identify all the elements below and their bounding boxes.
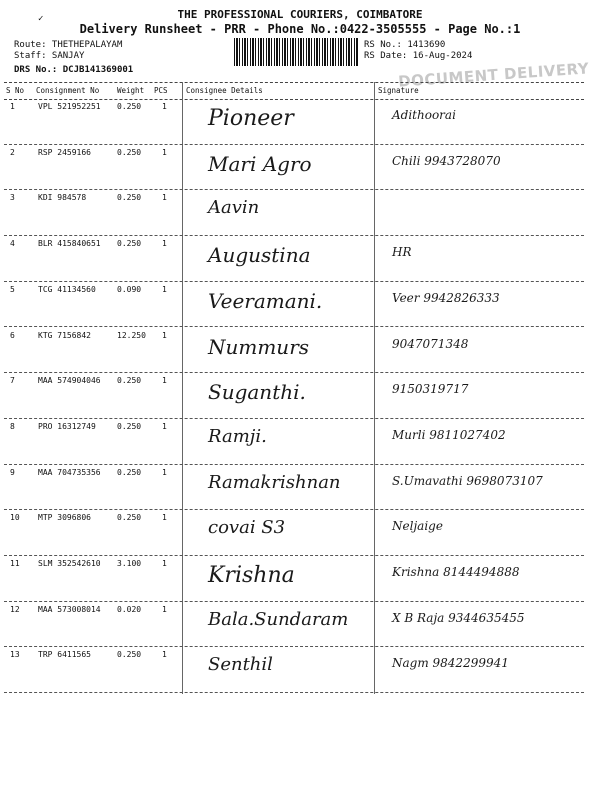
row-consignment-no: SLM 352542610: [38, 559, 101, 568]
row-weight: 0.250: [117, 102, 142, 111]
table-row: [4, 372, 584, 419]
row-weight: 0.250: [117, 376, 142, 386]
row-weight: 3.100: [117, 559, 142, 568]
row-consignee: Veeramani.: [208, 288, 323, 313]
col-sno: S No: [6, 86, 25, 95]
row-consignment-no: KTG 7156842: [38, 330, 91, 340]
rs-date: RS Date: 16-Aug-2024: [364, 51, 473, 61]
row-signature: HR: [392, 245, 412, 260]
row-consignment-no: MAA 574904046: [38, 376, 101, 386]
row-consignee: Krishna: [208, 563, 295, 588]
document-delivery-stamp: DOCUMENT DELIVERY: [397, 59, 590, 91]
company-title: THE PROFESSIONAL COURIERS, COIMBATORE: [177, 8, 423, 21]
row-consignment-no: KDI 984578: [38, 193, 87, 203]
row-pcs: 1: [162, 467, 167, 477]
row-consignee: Mari Agro: [208, 151, 312, 176]
row-consignee: Suganthi.: [208, 380, 306, 405]
tick-icon: ✓: [38, 14, 44, 24]
row-weight: 0.250: [117, 147, 142, 157]
row-consignee: Pioneer: [208, 106, 294, 131]
row-sno: 6: [10, 330, 15, 340]
col-consignee: Consignee Details: [186, 86, 263, 95]
row-sno: 5: [10, 284, 15, 294]
row-sno: 11: [10, 559, 20, 568]
row-sno: 9: [10, 467, 15, 477]
col-consignment: Consignment No: [36, 86, 100, 95]
row-consignee: Augustina: [208, 243, 311, 268]
row-signature: Murli 9811027402: [392, 427, 506, 442]
row-consignment-no: TRP 6411565: [38, 650, 91, 660]
row-signature: 9047071348: [392, 336, 469, 351]
row-consignment-no: BLR 415840651: [38, 239, 101, 249]
row-sno: 10: [10, 513, 20, 523]
route-info: [14, 40, 133, 76]
table-row: [4, 189, 584, 236]
table-row: [4, 327, 584, 374]
row-pcs: 1: [162, 513, 167, 523]
runsheet-title: Delivery Runsheet - PRR - Phone No.:0422-3505555 - Page No.:1: [79, 22, 521, 36]
row-weight: 0.250: [117, 467, 142, 477]
row-pcs: 1: [162, 284, 167, 294]
table-row: [4, 418, 584, 465]
barcode: [234, 38, 358, 66]
row-pcs: 1: [162, 102, 167, 111]
table-row: [4, 646, 584, 693]
col-signature: Signature: [378, 86, 419, 95]
table-row: [4, 235, 584, 282]
row-pcs: 1: [162, 239, 167, 249]
row-weight: 12.250: [117, 330, 146, 340]
row-signature: Chili 9943728070: [392, 153, 501, 168]
row-pcs: 1: [162, 421, 167, 431]
row-sno: 8: [10, 421, 15, 431]
row-sno: 13: [10, 650, 20, 660]
row-sno: 12: [10, 604, 20, 614]
table-row: [4, 464, 584, 511]
row-consignee: Ramakrishnan: [208, 471, 341, 493]
row-pcs: 1: [162, 604, 167, 614]
row-sno: 7: [10, 376, 15, 386]
row-signature: Neljaige: [392, 519, 443, 534]
row-consignment-no: TCG 41134560: [38, 284, 96, 294]
drs-number: DRS No.: DCJB141369001: [14, 65, 134, 75]
row-consignee: Bala.Sundaram: [208, 608, 349, 630]
col-pcs: PCS: [154, 86, 168, 95]
row-consignee: covai S3: [208, 517, 286, 539]
col-weight: Weight: [117, 86, 145, 95]
row-signature: Veer 9942826333: [392, 290, 500, 305]
table-row: [4, 98, 584, 145]
table-row: [4, 601, 584, 648]
route-label: Route: THETHEPALAYAM: [14, 40, 123, 50]
row-pcs: 1: [162, 193, 167, 203]
row-pcs: 1: [162, 650, 167, 660]
row-signature: Krishna 8144494888: [392, 565, 520, 579]
table-row: [4, 281, 584, 328]
rs-info: [364, 40, 472, 62]
row-sno: 4: [10, 239, 15, 249]
row-consignee: Nummurs: [208, 334, 310, 359]
staff-label: Staff: SANJAY: [14, 51, 85, 61]
row-sno: 2: [10, 147, 15, 157]
row-consignee: Ramji.: [208, 425, 267, 447]
row-signature: 9150319717: [392, 382, 469, 397]
row-signature: Adithoorai: [392, 108, 456, 122]
row-consignee: Aavin: [208, 197, 260, 219]
row-weight: 0.250: [117, 513, 142, 523]
row-sno: 1: [10, 102, 15, 111]
row-pcs: 1: [162, 330, 167, 340]
row-weight: 0.250: [117, 239, 142, 249]
row-consignment-no: VPL 521952251: [38, 102, 101, 111]
row-pcs: 1: [162, 376, 167, 386]
row-consignment-no: PRO 16312749: [38, 421, 96, 431]
row-consignment-no: MTP 3096806: [38, 513, 91, 523]
rs-number: RS No.: 1413690: [364, 40, 446, 50]
row-pcs: 1: [162, 147, 167, 157]
row-signature: Nagm 9842299941: [392, 656, 509, 671]
table-row: [4, 509, 584, 556]
row-weight: 0.250: [117, 421, 142, 431]
row-weight: 0.250: [117, 650, 142, 660]
row-consignee: Senthil: [208, 654, 273, 676]
table-row: [4, 555, 584, 602]
row-weight: 0.250: [117, 193, 142, 203]
row-weight: 0.090: [117, 284, 142, 294]
row-signature: S.Umavathi 9698073107: [392, 473, 543, 488]
row-consignment-no: MAA 704735356: [38, 467, 101, 477]
row-sno: 3: [10, 193, 15, 203]
row-signature: X B Raja 9344635455: [392, 610, 525, 625]
row-pcs: 1: [162, 559, 167, 568]
row-consignment-no: MAA 573008014: [38, 604, 101, 614]
row-weight: 0.020: [117, 604, 142, 614]
table-row: [4, 144, 584, 191]
row-consignment-no: RSP 2459166: [38, 147, 91, 157]
